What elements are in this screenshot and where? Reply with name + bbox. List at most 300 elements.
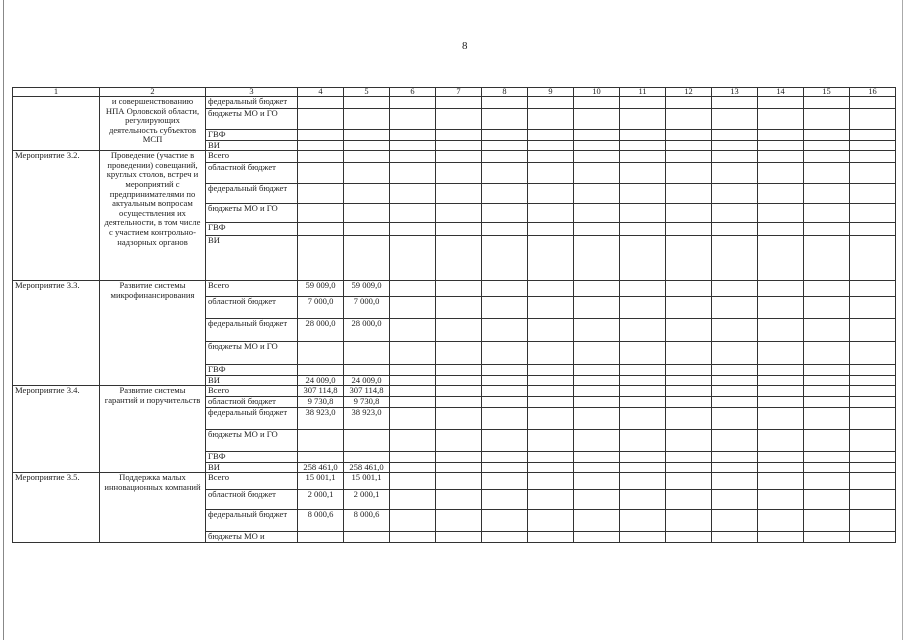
empty-cell-col-7 <box>436 365 482 376</box>
amount-col-5: 38 923,0 <box>344 407 390 429</box>
column-number-row <box>13 88 896 97</box>
empty-cell-col-11 <box>620 462 666 473</box>
amount-col-5: 24 009,0 <box>344 375 390 386</box>
amount-col-5 <box>344 97 390 109</box>
empty-cell-col-13 <box>712 532 758 543</box>
amount-col-5: 307 114,8 <box>344 386 390 397</box>
empty-cell-col-15 <box>804 297 850 319</box>
amount-col-4: 258 461,0 <box>298 462 344 473</box>
empty-cell-col-15 <box>804 429 850 451</box>
empty-cell-col-16 <box>850 532 896 543</box>
empty-cell-col-7 <box>436 223 482 236</box>
empty-cell-col-13 <box>712 375 758 386</box>
empty-cell-col-15 <box>804 204 850 223</box>
empty-cell-col-6 <box>390 204 436 223</box>
empty-cell-col-13 <box>712 342 758 365</box>
funding-source: федеральный бюджет <box>206 184 298 204</box>
empty-cell-col-9 <box>528 297 574 319</box>
funding-source: ГВФ <box>206 365 298 376</box>
empty-cell-col-12 <box>666 473 712 490</box>
empty-cell-col-11 <box>620 319 666 342</box>
empty-cell-col-16 <box>850 151 896 163</box>
amount-col-5: 2 000,1 <box>344 490 390 510</box>
empty-cell-col-14 <box>758 342 804 365</box>
empty-cell-col-9 <box>528 163 574 184</box>
measure-id: Мероприятие 3.2. <box>13 151 100 281</box>
empty-cell-col-9 <box>528 184 574 204</box>
empty-cell-col-13 <box>712 184 758 204</box>
empty-cell-col-16 <box>850 451 896 462</box>
column-number-16: 16 <box>850 88 896 97</box>
amount-col-5: 9 730,8 <box>344 396 390 407</box>
empty-cell-col-14 <box>758 297 804 319</box>
empty-cell-col-8 <box>482 473 528 490</box>
empty-cell-col-16 <box>850 386 896 397</box>
empty-cell-col-11 <box>620 223 666 236</box>
empty-cell-col-9 <box>528 365 574 376</box>
measure-id: Мероприятие 3.3. <box>13 281 100 386</box>
empty-cell-col-7 <box>436 297 482 319</box>
empty-cell-col-9 <box>528 204 574 223</box>
empty-cell-col-9 <box>528 281 574 297</box>
empty-cell-col-8 <box>482 462 528 473</box>
amount-col-4: 2 000,1 <box>298 490 344 510</box>
empty-cell-col-15 <box>804 97 850 109</box>
table-row <box>13 386 896 397</box>
funding-source: Всего <box>206 386 298 397</box>
funding-source: бюджеты МО и <box>206 532 298 543</box>
empty-cell-col-15 <box>804 109 850 130</box>
empty-cell-col-10 <box>574 151 620 163</box>
empty-cell-col-10 <box>574 130 620 141</box>
empty-cell-col-11 <box>620 375 666 386</box>
empty-cell-col-14 <box>758 429 804 451</box>
empty-cell-col-6 <box>390 151 436 163</box>
empty-cell-col-12 <box>666 375 712 386</box>
empty-cell-col-14 <box>758 473 804 490</box>
empty-cell-col-11 <box>620 365 666 376</box>
funding-source: Всего <box>206 151 298 163</box>
empty-cell-col-12 <box>666 532 712 543</box>
empty-cell-col-9 <box>528 429 574 451</box>
empty-cell-col-8 <box>482 342 528 365</box>
empty-cell-col-16 <box>850 375 896 386</box>
empty-cell-col-13 <box>712 130 758 141</box>
empty-cell-col-9 <box>528 473 574 490</box>
empty-cell-col-8 <box>482 130 528 141</box>
empty-cell-col-13 <box>712 451 758 462</box>
column-number-2: 2 <box>100 88 206 97</box>
empty-cell-col-16 <box>850 407 896 429</box>
empty-cell-col-7 <box>436 281 482 297</box>
funding-source: федеральный бюджет <box>206 97 298 109</box>
empty-cell-col-15 <box>804 223 850 236</box>
empty-cell-col-14 <box>758 109 804 130</box>
empty-cell-col-8 <box>482 375 528 386</box>
empty-cell-col-12 <box>666 281 712 297</box>
amount-col-4 <box>298 184 344 204</box>
empty-cell-col-13 <box>712 97 758 109</box>
empty-cell-col-8 <box>482 297 528 319</box>
empty-cell-col-13 <box>712 407 758 429</box>
empty-cell-col-15 <box>804 319 850 342</box>
empty-cell-col-6 <box>390 297 436 319</box>
amount-col-5 <box>344 429 390 451</box>
empty-cell-col-11 <box>620 490 666 510</box>
amount-col-5: 28 000,0 <box>344 319 390 342</box>
empty-cell-col-16 <box>850 109 896 130</box>
empty-cell-col-12 <box>666 490 712 510</box>
column-number-9: 9 <box>528 88 574 97</box>
column-number-8: 8 <box>482 88 528 97</box>
left-page-edge <box>3 0 4 640</box>
amount-col-4 <box>298 97 344 109</box>
empty-cell-col-13 <box>712 281 758 297</box>
empty-cell-col-9 <box>528 223 574 236</box>
empty-cell-col-8 <box>482 490 528 510</box>
empty-cell-col-12 <box>666 151 712 163</box>
empty-cell-col-8 <box>482 451 528 462</box>
funding-source: бюджеты МО и ГО <box>206 204 298 223</box>
empty-cell-col-7 <box>436 510 482 532</box>
empty-cell-col-13 <box>712 163 758 184</box>
empty-cell-col-7 <box>436 236 482 281</box>
amount-col-4 <box>298 140 344 151</box>
column-number-15: 15 <box>804 88 850 97</box>
empty-cell-col-6 <box>390 236 436 281</box>
empty-cell-col-8 <box>482 204 528 223</box>
empty-cell-col-10 <box>574 375 620 386</box>
column-number-1: 1 <box>13 88 100 97</box>
amount-col-5 <box>344 532 390 543</box>
empty-cell-col-10 <box>574 281 620 297</box>
empty-cell-col-7 <box>436 319 482 342</box>
measure-title: Проведение (участие в проведении) совещаний, круглых столов, встреч и мероприятий с предпринимателями по актуальным вопросам осуществления их деятельности, в том числе с участием контрольно-надзорных органов <box>100 151 206 281</box>
column-number-11: 11 <box>620 88 666 97</box>
empty-cell-col-16 <box>850 130 896 141</box>
empty-cell-col-10 <box>574 510 620 532</box>
measure-id <box>13 97 100 151</box>
empty-cell-col-13 <box>712 490 758 510</box>
empty-cell-col-13 <box>712 386 758 397</box>
right-page-edge <box>902 0 903 640</box>
column-number-12: 12 <box>666 88 712 97</box>
empty-cell-col-9 <box>528 451 574 462</box>
funding-source: областной бюджет <box>206 163 298 184</box>
funding-source: областной бюджет <box>206 396 298 407</box>
empty-cell-col-12 <box>666 223 712 236</box>
empty-cell-col-6 <box>390 223 436 236</box>
empty-cell-col-11 <box>620 151 666 163</box>
empty-cell-col-11 <box>620 407 666 429</box>
empty-cell-col-11 <box>620 184 666 204</box>
amount-col-4 <box>298 532 344 543</box>
table-row <box>13 281 896 297</box>
empty-cell-col-9 <box>528 462 574 473</box>
amount-col-5 <box>344 204 390 223</box>
amount-col-5: 8 000,6 <box>344 510 390 532</box>
empty-cell-col-7 <box>436 204 482 223</box>
empty-cell-col-8 <box>482 109 528 130</box>
empty-cell-col-7 <box>436 490 482 510</box>
measure-title: Поддержка малых инновационных компаний <box>100 473 206 543</box>
empty-cell-col-12 <box>666 451 712 462</box>
empty-cell-col-10 <box>574 462 620 473</box>
table-row <box>13 473 896 490</box>
empty-cell-col-15 <box>804 163 850 184</box>
funding-source: федеральный бюджет <box>206 407 298 429</box>
empty-cell-col-15 <box>804 375 850 386</box>
empty-cell-col-15 <box>804 281 850 297</box>
empty-cell-col-7 <box>436 386 482 397</box>
empty-cell-col-10 <box>574 204 620 223</box>
empty-cell-col-16 <box>850 163 896 184</box>
measures-table <box>12 87 896 543</box>
empty-cell-col-14 <box>758 375 804 386</box>
empty-cell-col-6 <box>390 365 436 376</box>
amount-col-4: 15 001,1 <box>298 473 344 490</box>
amount-col-4 <box>298 163 344 184</box>
empty-cell-col-14 <box>758 532 804 543</box>
empty-cell-col-15 <box>804 510 850 532</box>
measure-id: Мероприятие 3.4. <box>13 386 100 473</box>
funding-source: бюджеты МО и ГО <box>206 429 298 451</box>
empty-cell-col-12 <box>666 429 712 451</box>
empty-cell-col-14 <box>758 365 804 376</box>
empty-cell-col-7 <box>436 184 482 204</box>
empty-cell-col-9 <box>528 396 574 407</box>
empty-cell-col-15 <box>804 184 850 204</box>
empty-cell-col-15 <box>804 342 850 365</box>
funding-source: ВИ <box>206 375 298 386</box>
amount-col-4: 8 000,6 <box>298 510 344 532</box>
amount-col-4: 38 923,0 <box>298 407 344 429</box>
empty-cell-col-12 <box>666 396 712 407</box>
empty-cell-col-6 <box>390 532 436 543</box>
empty-cell-col-8 <box>482 163 528 184</box>
empty-cell-col-10 <box>574 532 620 543</box>
empty-cell-col-16 <box>850 297 896 319</box>
empty-cell-col-9 <box>528 140 574 151</box>
empty-cell-col-12 <box>666 97 712 109</box>
empty-cell-col-11 <box>620 386 666 397</box>
empty-cell-col-6 <box>390 429 436 451</box>
empty-cell-col-15 <box>804 130 850 141</box>
amount-col-4 <box>298 451 344 462</box>
empty-cell-col-14 <box>758 223 804 236</box>
empty-cell-col-12 <box>666 407 712 429</box>
column-number-4: 4 <box>298 88 344 97</box>
empty-cell-col-11 <box>620 236 666 281</box>
empty-cell-col-10 <box>574 223 620 236</box>
amount-col-5 <box>344 140 390 151</box>
empty-cell-col-12 <box>666 140 712 151</box>
empty-cell-col-13 <box>712 223 758 236</box>
empty-cell-col-10 <box>574 342 620 365</box>
amount-col-4 <box>298 204 344 223</box>
amount-col-4 <box>298 429 344 451</box>
empty-cell-col-15 <box>804 151 850 163</box>
empty-cell-col-11 <box>620 297 666 319</box>
amount-col-4 <box>298 223 344 236</box>
empty-cell-col-14 <box>758 407 804 429</box>
empty-cell-col-11 <box>620 342 666 365</box>
table-row <box>13 151 896 163</box>
empty-cell-col-6 <box>390 97 436 109</box>
empty-cell-col-16 <box>850 342 896 365</box>
funding-source: бюджеты МО и ГО <box>206 342 298 365</box>
amount-col-4: 307 114,8 <box>298 386 344 397</box>
empty-cell-col-8 <box>482 236 528 281</box>
empty-cell-col-9 <box>528 97 574 109</box>
empty-cell-col-14 <box>758 510 804 532</box>
amount-col-5 <box>344 184 390 204</box>
empty-cell-col-6 <box>390 407 436 429</box>
empty-cell-col-6 <box>390 510 436 532</box>
amount-col-5: 15 001,1 <box>344 473 390 490</box>
empty-cell-col-11 <box>620 532 666 543</box>
empty-cell-col-16 <box>850 510 896 532</box>
empty-cell-col-10 <box>574 297 620 319</box>
empty-cell-col-8 <box>482 140 528 151</box>
funding-source: Всего <box>206 473 298 490</box>
amount-col-5: 7 000,0 <box>344 297 390 319</box>
empty-cell-col-13 <box>712 140 758 151</box>
empty-cell-col-15 <box>804 490 850 510</box>
empty-cell-col-16 <box>850 204 896 223</box>
empty-cell-col-14 <box>758 130 804 141</box>
empty-cell-col-10 <box>574 407 620 429</box>
funding-source: ВИ <box>206 462 298 473</box>
empty-cell-col-11 <box>620 163 666 184</box>
empty-cell-col-11 <box>620 97 666 109</box>
empty-cell-col-10 <box>574 490 620 510</box>
empty-cell-col-6 <box>390 184 436 204</box>
empty-cell-col-8 <box>482 184 528 204</box>
empty-cell-col-7 <box>436 130 482 141</box>
empty-cell-col-16 <box>850 473 896 490</box>
empty-cell-col-8 <box>482 407 528 429</box>
funding-source: федеральный бюджет <box>206 510 298 532</box>
empty-cell-col-9 <box>528 510 574 532</box>
empty-cell-col-12 <box>666 462 712 473</box>
column-number-7: 7 <box>436 88 482 97</box>
empty-cell-col-10 <box>574 473 620 490</box>
empty-cell-col-13 <box>712 204 758 223</box>
column-number-6: 6 <box>390 88 436 97</box>
amount-col-5 <box>344 109 390 130</box>
amount-col-5: 59 009,0 <box>344 281 390 297</box>
empty-cell-col-13 <box>712 236 758 281</box>
amount-col-4: 28 000,0 <box>298 319 344 342</box>
empty-cell-col-6 <box>390 163 436 184</box>
empty-cell-col-10 <box>574 184 620 204</box>
empty-cell-col-15 <box>804 532 850 543</box>
empty-cell-col-6 <box>390 130 436 141</box>
empty-cell-col-8 <box>482 97 528 109</box>
empty-cell-col-12 <box>666 297 712 319</box>
amount-col-4 <box>298 130 344 141</box>
funding-source: федеральный бюджет <box>206 319 298 342</box>
empty-cell-col-14 <box>758 140 804 151</box>
empty-cell-col-8 <box>482 386 528 397</box>
measure-title: и совершенствованию НПА Орловской области, регулирующих деятельность субъектов МСП <box>100 97 206 151</box>
empty-cell-col-15 <box>804 386 850 397</box>
empty-cell-col-14 <box>758 396 804 407</box>
empty-cell-col-7 <box>436 342 482 365</box>
empty-cell-col-10 <box>574 365 620 376</box>
empty-cell-col-13 <box>712 396 758 407</box>
empty-cell-col-16 <box>850 319 896 342</box>
empty-cell-col-7 <box>436 109 482 130</box>
empty-cell-col-16 <box>850 223 896 236</box>
empty-cell-col-15 <box>804 451 850 462</box>
empty-cell-col-7 <box>436 396 482 407</box>
empty-cell-col-11 <box>620 473 666 490</box>
amount-col-4: 9 730,8 <box>298 396 344 407</box>
empty-cell-col-16 <box>850 281 896 297</box>
empty-cell-col-11 <box>620 429 666 451</box>
empty-cell-col-6 <box>390 386 436 397</box>
amount-col-4: 24 009,0 <box>298 375 344 386</box>
empty-cell-col-12 <box>666 163 712 184</box>
empty-cell-col-8 <box>482 223 528 236</box>
measure-title: Развитие системы микрофинансирования <box>100 281 206 386</box>
empty-cell-col-13 <box>712 429 758 451</box>
empty-cell-col-7 <box>436 462 482 473</box>
column-number-13: 13 <box>712 88 758 97</box>
empty-cell-col-13 <box>712 365 758 376</box>
empty-cell-col-9 <box>528 532 574 543</box>
empty-cell-col-12 <box>666 386 712 397</box>
empty-cell-col-11 <box>620 130 666 141</box>
empty-cell-col-12 <box>666 204 712 223</box>
empty-cell-col-11 <box>620 204 666 223</box>
empty-cell-col-11 <box>620 109 666 130</box>
empty-cell-col-8 <box>482 429 528 451</box>
empty-cell-col-10 <box>574 236 620 281</box>
empty-cell-col-10 <box>574 97 620 109</box>
empty-cell-col-6 <box>390 342 436 365</box>
empty-cell-col-7 <box>436 532 482 543</box>
empty-cell-col-14 <box>758 462 804 473</box>
empty-cell-col-13 <box>712 510 758 532</box>
empty-cell-col-8 <box>482 532 528 543</box>
amount-col-4 <box>298 109 344 130</box>
empty-cell-col-9 <box>528 109 574 130</box>
empty-cell-col-7 <box>436 473 482 490</box>
funding-source: областной бюджет <box>206 297 298 319</box>
empty-cell-col-12 <box>666 109 712 130</box>
amount-col-5 <box>344 342 390 365</box>
column-number-5: 5 <box>344 88 390 97</box>
empty-cell-col-9 <box>528 151 574 163</box>
empty-cell-col-8 <box>482 510 528 532</box>
empty-cell-col-10 <box>574 451 620 462</box>
empty-cell-col-15 <box>804 140 850 151</box>
amount-col-5 <box>344 451 390 462</box>
empty-cell-col-7 <box>436 97 482 109</box>
table-row <box>13 97 896 109</box>
empty-cell-col-7 <box>436 163 482 184</box>
empty-cell-col-12 <box>666 319 712 342</box>
empty-cell-col-9 <box>528 375 574 386</box>
empty-cell-col-11 <box>620 510 666 532</box>
empty-cell-col-8 <box>482 281 528 297</box>
empty-cell-col-9 <box>528 342 574 365</box>
empty-cell-col-6 <box>390 462 436 473</box>
empty-cell-col-12 <box>666 236 712 281</box>
